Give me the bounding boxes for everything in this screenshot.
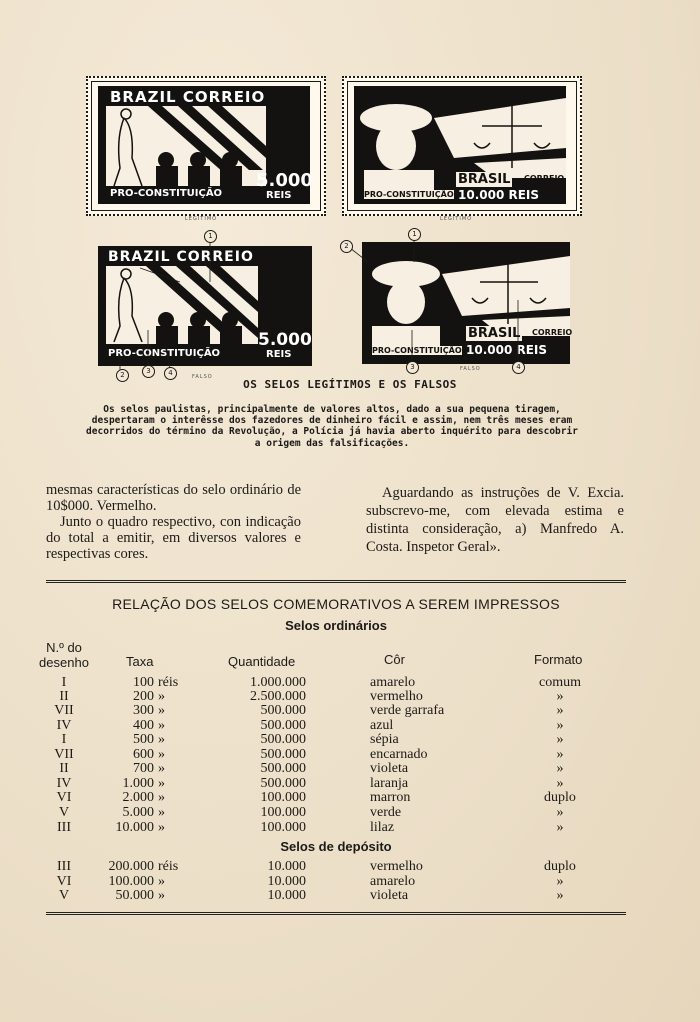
cell-unit: » <box>158 776 165 791</box>
cell-desenho: I <box>61 675 67 690</box>
cell-quantidade: 500.000 <box>260 747 306 762</box>
cell-desenho: III <box>57 820 71 835</box>
table-bottom-rule <box>46 912 626 915</box>
cell-taxa: 5.000 <box>122 805 154 820</box>
marker-1: 1 <box>204 230 217 243</box>
left-column <box>46 482 301 562</box>
header-quantidade: Quantidade <box>228 654 296 669</box>
stamp-correio: CORREIO <box>532 328 573 337</box>
cell-desenho: IV <box>56 718 72 733</box>
marker-4: 4 <box>164 367 177 380</box>
cell-formato: » <box>556 874 564 889</box>
cell-cor: marron <box>370 790 411 805</box>
cell-formato: » <box>556 718 564 733</box>
cell-quantidade: 100.000 <box>260 820 306 835</box>
table-row <box>0 776 700 791</box>
cell-desenho: II <box>59 689 69 704</box>
cell-taxa: 100 <box>133 675 154 690</box>
header-formato: Formato <box>534 652 583 667</box>
figure-caption: Os selos paulistas, principalmente de valores altos, dado a sua pequena tiragem, despertaram o interêsse dos fazedores de dinheiro fácil e assim, nem três meses eram decorridos do término da Revolução, a Polícia já havia aberto inquérito para descobrir a origem das falsificações. <box>86 404 578 449</box>
figure-title: OS SELOS LEGÍTIMOS E OS FALSOS <box>243 378 457 391</box>
stamp-unit: REIS <box>266 349 292 360</box>
table-row <box>0 859 700 874</box>
cell-taxa: 50.000 <box>115 888 154 903</box>
cell-unit: » <box>158 805 165 820</box>
cell-unit: » <box>158 747 165 762</box>
cell-formato: » <box>556 732 564 747</box>
cell-cor: amarelo <box>370 675 416 690</box>
cell-quantidade: 10.000 <box>267 874 306 889</box>
table-row <box>0 761 700 776</box>
table-title: RELAÇÃO DOS SELOS COMEMORATIVOS A SEREM IMPRESSOS <box>112 596 560 612</box>
cell-cor: violeta <box>370 888 409 903</box>
stamp-correio: CORREIO <box>524 174 565 183</box>
table-row <box>0 703 700 718</box>
cell-cor: vermelho <box>370 859 423 874</box>
cell-cor: azul <box>370 718 394 733</box>
cell-formato: » <box>556 820 564 835</box>
right-column <box>366 484 624 556</box>
cell-formato: » <box>556 689 564 704</box>
cell-desenho: IV <box>56 776 72 791</box>
cell-cor: verde garrafa <box>370 703 445 718</box>
cell-quantidade: 10.000 <box>267 888 306 903</box>
cell-formato: duplo <box>544 790 576 805</box>
stamp-bottom-text: PRO-CONSTITUIÇÃO <box>110 188 223 199</box>
stamp-unit: REIS <box>266 190 292 201</box>
header-desenho <box>34 640 94 670</box>
cell-unit: » <box>158 874 165 889</box>
cell-taxa: 2.000 <box>122 790 154 805</box>
table-row <box>0 732 700 747</box>
header-cor: Côr <box>384 652 405 667</box>
cell-taxa: 500 <box>133 732 154 747</box>
stamp-value: 5.000 <box>256 170 313 191</box>
cell-quantidade: 100.000 <box>260 805 306 820</box>
cell-taxa: 200.000 <box>108 859 154 874</box>
cell-unit: réis <box>158 859 179 874</box>
stamp-bottom-text: PRO-CONSTITUIÇÃO <box>108 348 221 359</box>
cell-desenho: VI <box>56 874 72 889</box>
marker-2: 2 <box>116 369 129 382</box>
cell-formato: comum <box>539 675 581 690</box>
cell-taxa: 200 <box>133 689 154 704</box>
cell-formato: » <box>556 776 564 791</box>
cell-desenho: I <box>61 732 67 747</box>
stamp-value: 10.000 REIS <box>466 343 548 357</box>
stamp-country: BRASIL <box>458 172 511 187</box>
stamp-bottom-text: PRO-CONSTITUIÇÃO <box>364 190 454 199</box>
left-paragraph-2: Junto o quadro respectivo, con indicação do total a emitir, em diversos valores e respectivas cores. <box>46 514 301 562</box>
table-row <box>0 675 700 690</box>
cell-taxa: 1.000 <box>122 776 154 791</box>
table-row <box>0 790 700 805</box>
cell-unit: » <box>158 732 165 747</box>
cell-quantidade: 500.000 <box>260 718 306 733</box>
cell-quantidade: 10.000 <box>267 859 306 874</box>
header-desenho-line2: desenho <box>39 655 89 670</box>
cell-quantidade: 500.000 <box>260 776 306 791</box>
stamp-tag: FALSO <box>460 366 481 372</box>
cell-desenho: V <box>58 805 70 820</box>
cell-unit: » <box>158 820 165 835</box>
stamp-top-text: BRAZIL CORREIO <box>108 249 254 265</box>
table-row <box>0 718 700 733</box>
cell-taxa: 300 <box>133 703 154 718</box>
stamp-tag: LEGITIMO <box>440 216 473 222</box>
cell-taxa: 400 <box>133 718 154 733</box>
cell-desenho: VI <box>56 790 72 805</box>
table-row <box>0 888 700 903</box>
stamp-bottom-text: PRO-CONSTITUIÇÃO <box>372 346 462 355</box>
cell-desenho: III <box>57 859 71 874</box>
cell-desenho: V <box>58 888 70 903</box>
right-paragraph: Aguardando as instruções de V. Excia. subscrevo-me, com elevada estima e distinta consideração, a) Manfredo A. Costa. Inspetor Geral». <box>366 485 624 555</box>
cell-cor: laranja <box>370 776 409 791</box>
cell-taxa: 10.000 <box>115 820 154 835</box>
cell-quantidade: 500.000 <box>260 703 306 718</box>
stamp-tag: LEGITIMO <box>185 216 218 222</box>
cell-desenho: VII <box>54 703 74 718</box>
header-desenho-line1: N.º do <box>46 640 82 655</box>
cell-cor: sépia <box>370 732 399 747</box>
stamp-tag: FALSO <box>192 374 213 380</box>
cell-unit: réis <box>158 675 179 690</box>
cell-desenho: VII <box>54 747 74 762</box>
cell-cor: lilaz <box>370 820 395 835</box>
table-row <box>0 874 700 889</box>
marker-3: 3 <box>142 365 155 378</box>
left-paragraph-1: mesmas características do selo ordinário de 10$000. Vermelho. <box>46 482 301 514</box>
marker-1: 1 <box>408 228 421 241</box>
cell-quantidade: 500.000 <box>260 761 306 776</box>
cell-formato: duplo <box>544 859 576 874</box>
stamp-country: BRASIL <box>468 326 521 341</box>
cell-formato: » <box>556 805 564 820</box>
cell-unit: » <box>158 703 165 718</box>
stamp-top-text: BRAZIL CORREIO <box>110 88 266 106</box>
marker-2: 2 <box>340 240 353 253</box>
section-deposito-heading: Selos de depósito <box>280 839 392 854</box>
table-row <box>0 747 700 762</box>
cell-unit: » <box>158 718 165 733</box>
cell-unit: » <box>158 689 165 704</box>
cell-cor: amarelo <box>370 874 416 889</box>
cell-unit: » <box>158 761 165 776</box>
stamp-value: 5.000 <box>258 330 312 350</box>
cell-desenho: II <box>59 761 69 776</box>
cell-unit: » <box>158 888 165 903</box>
cell-taxa: 100.000 <box>108 874 154 889</box>
cell-taxa: 700 <box>133 761 154 776</box>
marker-4: 4 <box>512 361 525 374</box>
cell-cor: violeta <box>370 761 409 776</box>
cell-unit: » <box>158 790 165 805</box>
cell-formato: » <box>556 703 564 718</box>
cell-quantidade: 1.000.000 <box>250 675 306 690</box>
table-top-rule <box>46 580 626 583</box>
cell-quantidade: 100.000 <box>260 790 306 805</box>
table-row <box>0 820 700 835</box>
cell-formato: » <box>556 761 564 776</box>
cell-quantidade: 500.000 <box>260 732 306 747</box>
section-ordinarios-heading: Selos ordinários <box>285 618 387 633</box>
cell-taxa: 600 <box>133 747 154 762</box>
marker-3: 3 <box>406 361 419 374</box>
cell-quantidade: 2.500.000 <box>250 689 306 704</box>
cell-formato: » <box>556 888 564 903</box>
cell-formato: » <box>556 747 564 762</box>
marker-leader-lines <box>0 0 700 400</box>
table-row <box>0 805 700 820</box>
table-row <box>0 689 700 704</box>
cell-cor: vermelho <box>370 689 423 704</box>
stamp-value: 10.000 REIS <box>458 188 540 202</box>
header-taxa: Taxa <box>126 654 154 669</box>
cell-cor: encarnado <box>370 747 428 762</box>
cell-cor: verde <box>370 805 402 820</box>
